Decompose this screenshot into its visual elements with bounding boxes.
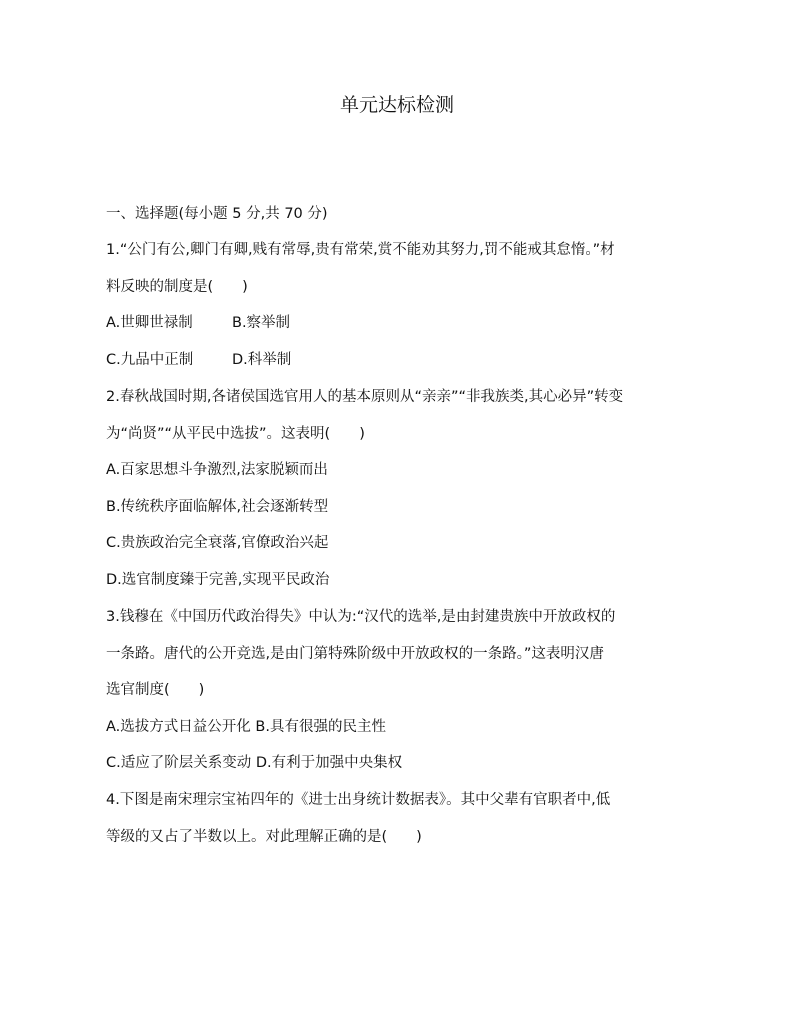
- q1-option-b: B.察举制: [232, 315, 291, 331]
- question-3-text-cont-2: 选官制度( ): [106, 682, 205, 698]
- q2-option-a: A.百家思想斗争激烈,法家脱颖而出: [106, 462, 328, 478]
- section-heading: 一、选择题(每小题 5 分,共 70 分): [106, 206, 328, 222]
- q3-options-cd: C.适应了阶层关系变动 D.有利于加强中央集权: [106, 755, 403, 771]
- q2-option-d: D.选官制度臻于完善,实现平民政治: [106, 572, 330, 588]
- question-1-options-row-1: [106, 312, 696, 334]
- question-4-text-cont: 等级的又占了半数以上。对此理解正确的是( ): [106, 829, 422, 845]
- question-3-text-cont: 一条路。唐代的公开竞选,是由门第特殊阶级中开放政权的一条路。”这表明汉唐: [106, 646, 604, 662]
- question-3-text: 3.钱穆在《中国历代政治得失》中认为:“汉代的选举,是由封建贵族中开放政权的: [106, 609, 616, 625]
- q2-option-b: B.传统秩序面临解体,社会逐渐转型: [106, 499, 329, 515]
- question-2-text: 2.春秋战国时期,各诸侯国选官用人的基本原则从“亲亲”“非我族类,其心必异”转变: [106, 389, 624, 405]
- question-2-text-cont: 为“尚贤”“从平民中选拔”。这表明( ): [106, 426, 365, 442]
- q1-option-d: D.科举制: [232, 352, 292, 368]
- q3-options-ab: A.选拔方式日益公开化 B.具有很强的民主性: [106, 719, 386, 735]
- q1-option-a: A.世卿世禄制: [106, 315, 193, 331]
- question-1-text-cont: 料反映的制度是( ): [106, 279, 248, 295]
- question-4-text: 4.下图是南宋理宗宝祐四年的《进士出身统计数据表》。其中父辈有官职者中,低: [106, 792, 611, 808]
- question-1-text: 1.“公门有公,卿门有卿,贱有常辱,贵有常荣,赏不能劝其努力,罚不能戒其怠惰。”材: [106, 242, 615, 258]
- q1-option-c: C.九品中正制: [106, 352, 194, 368]
- question-1-options-row-2: [106, 349, 696, 371]
- page-title: 单元达标检测: [339, 94, 454, 116]
- q2-option-c: C.贵族政治完全衰落,官僚政治兴起: [106, 535, 329, 551]
